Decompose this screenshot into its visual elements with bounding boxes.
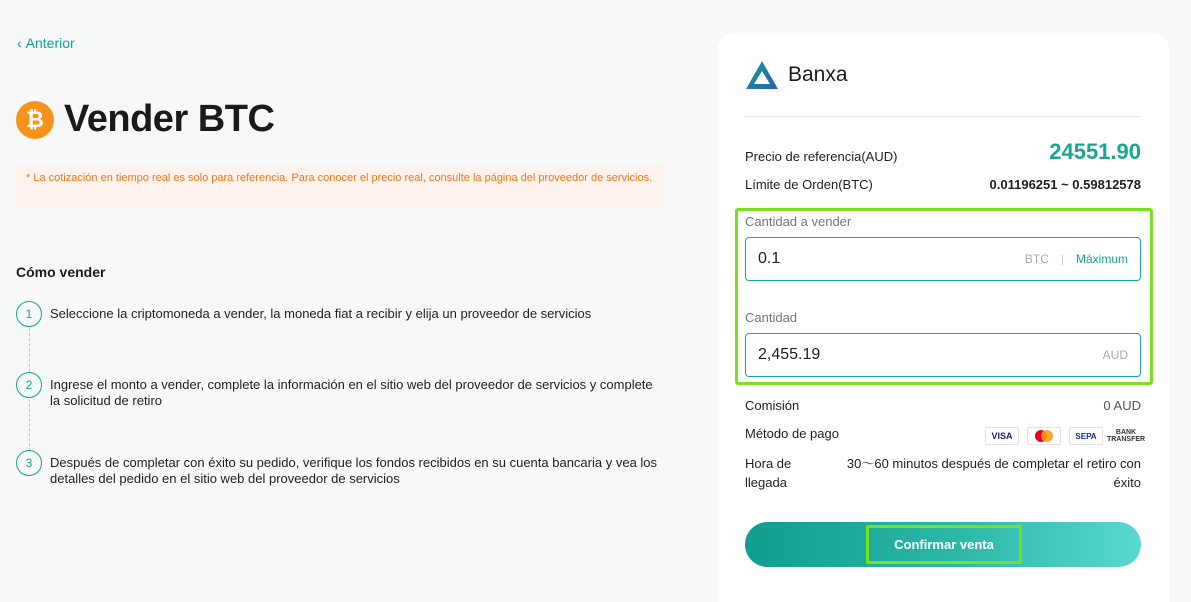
receive-amount-label: Cantidad — [745, 310, 798, 325]
reference-price-label: Precio de referencia(AUD) — [745, 149, 898, 164]
confirm-sale-label: Confirmar venta — [866, 525, 1022, 564]
bank-transfer-icon: BANK TRANSFER — [1106, 429, 1146, 443]
back-label: Anterior — [25, 35, 75, 51]
receive-amount-field[interactable] — [745, 333, 1141, 377]
sell-amount-unit: BTC — [1024, 252, 1049, 266]
sell-amount-label: Cantidad a vender — [745, 214, 852, 229]
step-item — [16, 372, 666, 409]
order-limit-label: Límite de Orden(BTC) — [745, 177, 873, 192]
receive-amount-input[interactable] — [758, 346, 1103, 364]
provider-name: Banxa — [788, 63, 848, 86]
receive-amount-unit: AUD — [1102, 348, 1128, 362]
mastercard-icon — [1027, 427, 1061, 445]
reference-price-value: 24551.90 — [1049, 139, 1141, 164]
confirm-sale-button[interactable] — [745, 522, 1141, 567]
step-text: Ingrese el monto a vender, complete la información en el sitio web del proveedor de servicios y complete la solicitud de retiro — [50, 377, 653, 408]
arrival-time-label: Hora de llegada — [745, 456, 792, 490]
step-number: 3 — [16, 450, 42, 476]
field-separator: | — [1060, 252, 1064, 266]
price-notice: * La cotización en tiempo real es solo para referencia. Para conocer el precio real, consulte la página del proveedor de servicios. — [16, 166, 664, 207]
bitcoin-icon: ₿ — [16, 101, 54, 139]
sepa-icon: SEPA — [1069, 427, 1103, 445]
page-header — [16, 98, 274, 141]
sell-amount-input[interactable] — [758, 250, 1025, 268]
fee-value: 0 AUD — [1103, 398, 1141, 413]
fee-label: Comisión — [745, 398, 800, 413]
divider — [745, 116, 1141, 117]
provider-card — [718, 33, 1169, 602]
step-item — [16, 301, 666, 327]
provider-logo — [744, 59, 848, 91]
visa-icon: VISA — [985, 427, 1019, 445]
payment-method-label: Método de pago — [745, 426, 839, 441]
arrival-time-value: 30～60 minutos después de completar el retiro con éxito — [846, 456, 1141, 490]
sell-amount-field[interactable] — [745, 237, 1141, 281]
step-number: 1 — [16, 301, 42, 327]
order-limit-value: 0.01196251 ~ 0.59812578 — [989, 177, 1141, 192]
payment-methods — [985, 427, 1146, 445]
banxa-logo-icon — [744, 59, 780, 91]
how-to-title: Cómo vender — [16, 264, 106, 280]
page-title: Vender BTC — [64, 98, 275, 140]
back-link[interactable] — [17, 35, 75, 51]
step-text: Seleccione la criptomoneda a vender, la moneda fiat a recibir y elija un proveedor de servicios — [50, 306, 592, 321]
step-connector — [29, 328, 30, 372]
step-number: 2 — [16, 372, 42, 398]
step-text: Después de completar con éxito su pedido, verifique los fondos recibidos en su cuenta bancaria y vea los detalles del pedido en el sitio web del proveedor de servicios — [50, 455, 658, 486]
step-item — [16, 450, 666, 487]
chevron-left-icon: ‹ — [17, 35, 22, 51]
max-button[interactable]: Máximum — [1075, 252, 1128, 266]
